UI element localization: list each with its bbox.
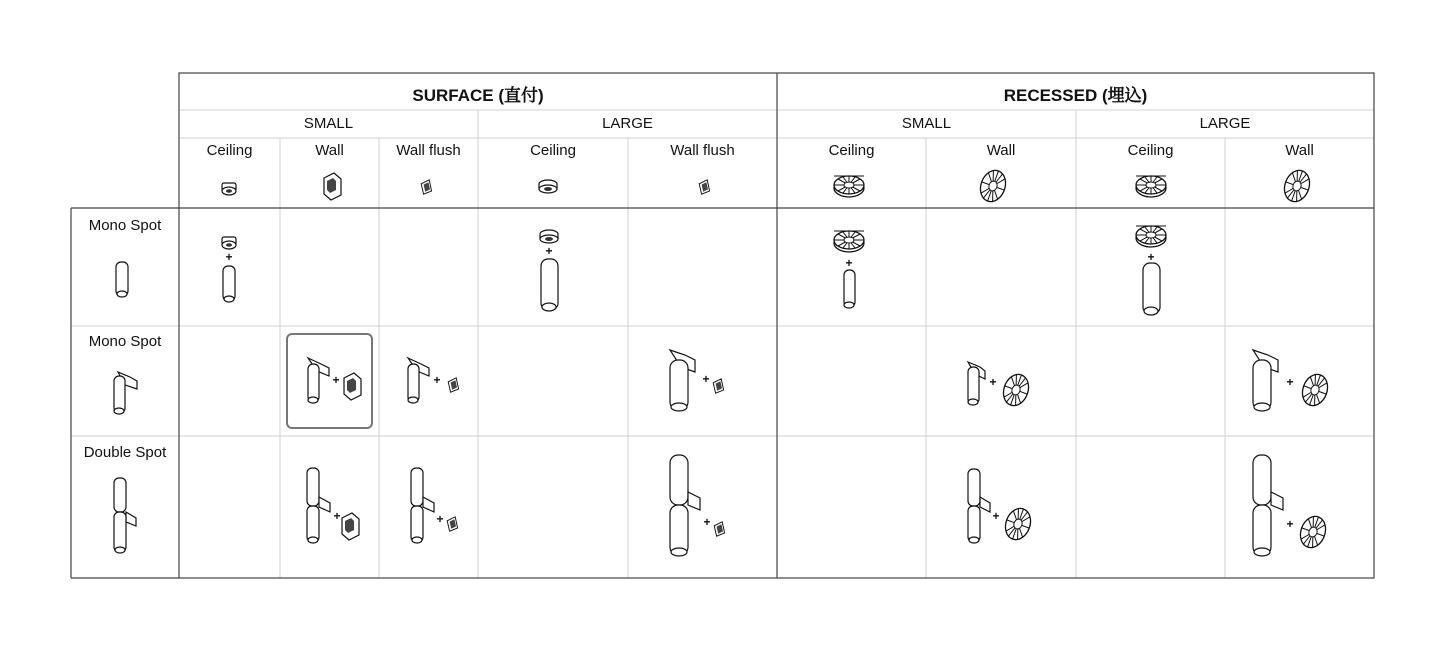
surface-large-ceiling-mono-spot-assembly — [540, 230, 558, 311]
plus-icon: + — [703, 515, 711, 529]
recessed-small-ceiling-housing-icon — [834, 176, 864, 197]
large-ceiling-canopy-icon — [539, 180, 557, 193]
recessed-large-ceiling-mono-spot-assembly — [1136, 226, 1166, 315]
recessed-large-ceiling-housing-icon — [1136, 176, 1166, 197]
column-header-surface-large-ceiling: Ceiling — [530, 142, 576, 159]
column-header-surface-small-wall: Wall — [315, 142, 344, 159]
surface-large-wall-flush-double-spot-assembly — [670, 455, 725, 556]
size-header-recessed-large: LARGE — [1199, 115, 1251, 132]
plus-icon: + — [845, 256, 853, 270]
surface-small-wall-flush-double-spot-assembly — [411, 468, 458, 543]
row-label-mono-spot-wall: Mono Spot — [88, 333, 162, 350]
plus-icon: + — [989, 375, 997, 389]
column-header-recessed-large-wall: Wall — [1285, 142, 1314, 159]
column-header-surface-large-wall-flush: Wall flush — [670, 142, 735, 159]
plus-icon: + — [702, 372, 710, 386]
surface-large-wall-flush-mono-spot-assembly — [670, 350, 724, 411]
plus-icon: + — [332, 373, 340, 387]
plus-icon: + — [225, 250, 233, 264]
small-wall-flush-plate-icon — [421, 180, 431, 194]
plus-icon: + — [333, 509, 341, 523]
plus-icon: + — [545, 244, 553, 258]
double-spot-icon — [114, 478, 136, 553]
plus-icon: + — [992, 509, 1000, 523]
mono-spot-wall-arm-icon — [114, 372, 137, 414]
column-header-recessed-large-ceiling: Ceiling — [1127, 142, 1174, 159]
column-header-surface-small-wall-flush: Wall flush — [396, 142, 461, 159]
plus-icon: + — [1286, 375, 1294, 389]
recessed-small-wall-housing-icon — [976, 167, 1009, 205]
recessed-large-wall-double-spot-assembly — [1253, 455, 1330, 556]
row-label-mono-spot: Mono Spot — [88, 217, 162, 234]
plus-icon: + — [436, 512, 444, 526]
small-wall-box-icon — [324, 173, 341, 200]
recessed-large-wall-housing-icon — [1280, 167, 1313, 205]
plus-icon: + — [1286, 517, 1294, 531]
mono-spot-tube-icon — [116, 262, 128, 297]
plus-icon: + — [433, 373, 441, 387]
recessed-small-wall-mono-spot-assembly — [968, 362, 1033, 409]
plus-icon: + — [1147, 250, 1155, 264]
large-wall-flush-plate-icon — [699, 180, 709, 194]
column-header-surface-small-ceiling: Ceiling — [206, 142, 253, 159]
recessed-small-wall-double-spot-assembly — [968, 469, 1035, 543]
column-header-recessed-small-wall: Wall — [986, 142, 1016, 159]
size-header-recessed-small: SMALL — [901, 115, 952, 132]
group-header-surface: SURFACE (直付) — [412, 86, 544, 105]
column-header-recessed-small-ceiling: Ceiling — [828, 142, 875, 159]
size-header-surface-small: SMALL — [303, 115, 354, 132]
size-header-surface-large: LARGE — [602, 115, 653, 132]
row-label-double-spot: Double Spot — [83, 444, 167, 461]
group-header-recessed: RECESSED (埋込) — [1003, 86, 1148, 105]
small-ceiling-canopy-icon — [222, 183, 236, 195]
surface-small-ceiling-mono-spot-assembly — [222, 237, 236, 302]
surface-small-wall-double-spot-assembly — [307, 468, 359, 543]
